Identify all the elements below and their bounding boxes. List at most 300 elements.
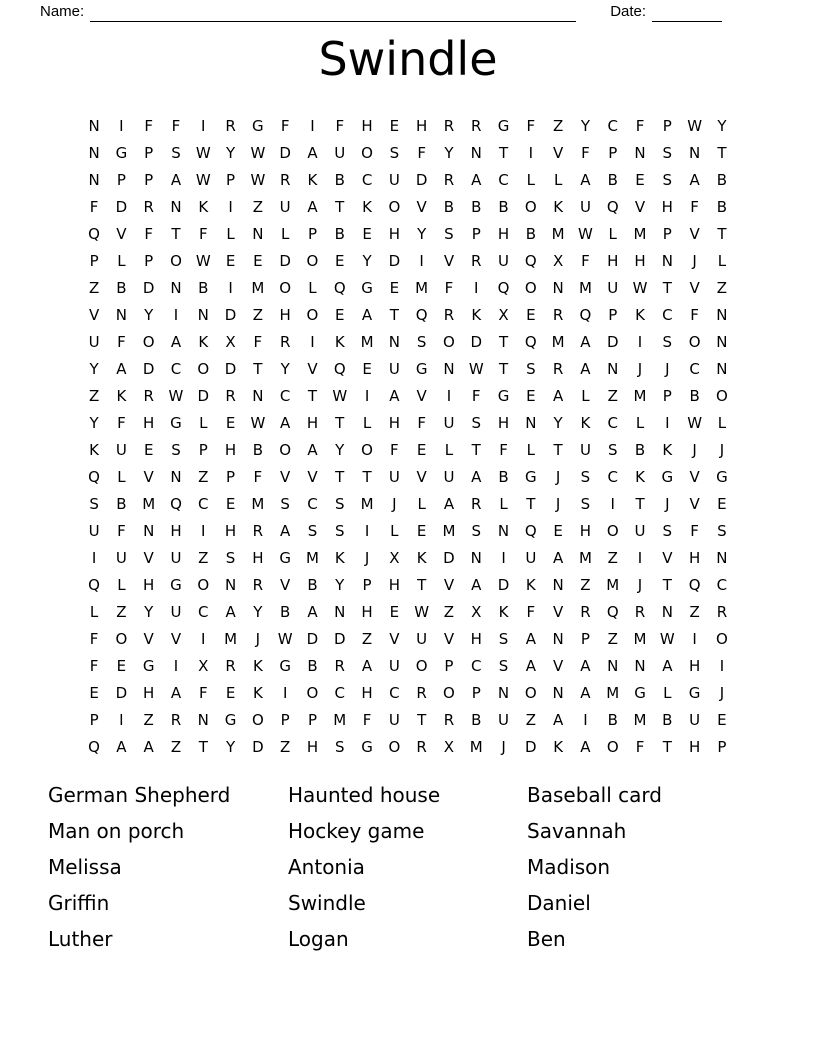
grid-cell: H <box>279 305 291 324</box>
grid-cell: W <box>250 143 266 162</box>
grid-cell: H <box>252 548 264 567</box>
grid-cell: D <box>142 359 155 378</box>
grid-cell: U <box>443 413 455 432</box>
grid-cell: D <box>443 548 455 567</box>
grid-cell: F <box>471 386 481 405</box>
grid-cell: N <box>470 143 482 162</box>
grid-cell: P <box>144 251 154 270</box>
grid-cell: P <box>471 683 481 702</box>
grid-cell: W <box>632 278 648 297</box>
grid-cell: N <box>170 467 182 486</box>
word-list-item: Griffin <box>48 891 110 915</box>
grid-cell: H <box>497 413 510 432</box>
grid-cell: V <box>689 467 700 486</box>
grid-cell: W <box>195 143 211 162</box>
grid-cell: K <box>498 602 509 621</box>
grid-cell: M <box>224 629 238 648</box>
grid-row <box>80 274 735 301</box>
grid-cell: Z <box>88 278 100 297</box>
grid-cell: D <box>224 305 237 324</box>
grid-cell: J <box>719 683 725 702</box>
grid-cell: A <box>553 710 564 729</box>
grid-cell: H <box>388 413 400 432</box>
grid-cell: F <box>444 278 454 297</box>
grid-cell: L <box>526 440 536 459</box>
grid-cell: G <box>252 116 264 135</box>
grid-row <box>80 220 735 247</box>
grid-cell: B <box>116 278 127 297</box>
grid-cell: T <box>335 413 345 432</box>
grid-cell: E <box>389 602 400 621</box>
grid-cell: Q <box>579 305 592 324</box>
grid-cell: V <box>689 224 700 243</box>
grid-cell: V <box>689 278 700 297</box>
grid-cell: B <box>307 575 318 594</box>
grid-cell: H <box>388 575 400 594</box>
grid-cell: R <box>471 251 482 270</box>
grid-cell: Z <box>170 737 182 756</box>
grid-cell: M <box>360 494 374 513</box>
grid-cell: R <box>225 656 236 675</box>
grid-cell: A <box>143 737 154 756</box>
grid-cell: O <box>606 521 619 540</box>
grid-cell: K <box>471 305 482 324</box>
grid-cell: E <box>389 278 400 297</box>
grid-cell: F <box>499 440 508 459</box>
grid-cell: S <box>225 548 236 567</box>
grid-cell: M <box>633 224 647 243</box>
grid-cell: R <box>416 683 427 702</box>
grid-cell: I <box>610 494 615 513</box>
grid-cell: S <box>662 332 673 351</box>
grid-cell: O <box>251 710 264 729</box>
grid-cell: E <box>89 683 99 702</box>
grid-cell: O <box>443 683 455 702</box>
grid-cell: U <box>170 548 182 567</box>
grid-cell: N <box>689 143 701 162</box>
grid-cell: C <box>607 116 618 135</box>
grid-cell: I <box>119 116 124 135</box>
grid-cell: B <box>662 710 673 729</box>
grid-cell: V <box>307 467 318 486</box>
grid-cell: U <box>279 197 291 216</box>
grid-cell: K <box>198 332 209 351</box>
grid-cell: H <box>497 224 510 243</box>
grid-cell: L <box>280 224 290 243</box>
grid-cell: B <box>471 197 482 216</box>
grid-cell: U <box>634 521 646 540</box>
grid-cell: F <box>253 467 263 486</box>
grid-cell: X <box>225 332 236 351</box>
grid-cell: N <box>634 143 646 162</box>
grid-cell: Q <box>606 602 619 621</box>
grid-cell: Y <box>444 143 454 162</box>
word-list-item: Melissa <box>48 855 122 879</box>
grid-cell: O <box>606 737 619 756</box>
grid-cell: N <box>607 656 619 675</box>
grid-cell: W <box>468 359 484 378</box>
grid-cell: K <box>307 170 318 189</box>
grid-cell: E <box>143 440 154 459</box>
grid-cell: A <box>553 548 564 567</box>
grid-cell: N <box>170 278 182 297</box>
grid-cell: H <box>470 629 482 648</box>
grid-cell: I <box>364 521 370 540</box>
grid-cell: I <box>201 629 206 648</box>
grid-cell: E <box>635 170 645 189</box>
grid-cell: C <box>279 386 291 405</box>
grid-cell: W <box>578 224 593 243</box>
grid-cell: F <box>417 413 426 432</box>
grid-cell: B <box>198 278 209 297</box>
grid-cell: E <box>553 521 563 540</box>
grid-cell: K <box>334 332 345 351</box>
grid-cell: F <box>117 332 126 351</box>
grid-row <box>80 355 735 382</box>
grid-cell: A <box>471 170 482 189</box>
grid-cell: E <box>416 521 427 540</box>
grid-cell: N <box>224 575 237 594</box>
grid-cell: S <box>89 494 99 513</box>
grid-cell: J <box>555 494 561 513</box>
grid-cell: F <box>581 143 590 162</box>
grid-cell: Z <box>607 386 618 405</box>
grid-cell: U <box>416 629 428 648</box>
grid-cell: I <box>228 197 233 216</box>
grid-cell: P <box>662 116 672 135</box>
grid-cell: N <box>88 116 100 135</box>
word-list-item: Luther <box>48 927 113 951</box>
grid-cell: U <box>388 467 400 486</box>
grid-cell: P <box>89 251 99 270</box>
grid-cell: U <box>88 521 100 540</box>
grid-cell: D <box>497 575 510 594</box>
grid-cell: D <box>306 629 319 648</box>
grid-cell: M <box>633 386 647 405</box>
grid-cell: S <box>580 494 591 513</box>
word-list-item: Swindle <box>288 891 366 915</box>
grid-cell: K <box>252 683 263 702</box>
grid-cell: W <box>168 386 184 405</box>
grid-cell: R <box>252 521 264 540</box>
grid-cell: Z <box>198 467 209 486</box>
grid-cell: H <box>306 413 319 432</box>
grid-cell: T <box>389 305 399 324</box>
grid-cell: U <box>115 548 127 567</box>
grid-cell: Y <box>225 737 236 756</box>
grid-row <box>80 652 735 679</box>
grid-row <box>80 166 735 193</box>
grid-cell: M <box>333 710 347 729</box>
grid-row <box>80 436 735 463</box>
grid-cell: L <box>89 602 99 621</box>
grid-cell: V <box>143 467 154 486</box>
grid-cell: E <box>225 413 236 432</box>
grid-cell: M <box>469 737 483 756</box>
grid-cell: N <box>252 224 264 243</box>
date-label: Date: <box>610 3 647 20</box>
grid-cell: K <box>553 197 564 216</box>
grid-cell: U <box>443 467 455 486</box>
grid-cell: N <box>716 305 728 324</box>
grid-cell: R <box>443 116 455 135</box>
grid-cell: C <box>307 494 318 513</box>
grid-cell: P <box>307 224 317 243</box>
grid-cell: A <box>116 737 127 756</box>
grid-cell: A <box>280 521 291 540</box>
grid-cell: O <box>170 251 182 270</box>
grid-cell: V <box>443 629 455 648</box>
grid-cell: R <box>334 656 345 675</box>
grid-cell: N <box>607 359 619 378</box>
grid-cell: O <box>197 359 210 378</box>
grid-cell: V <box>416 386 427 405</box>
grid-cell: F <box>690 197 699 216</box>
grid-cell: L <box>117 251 126 270</box>
grid-cell: H <box>388 224 400 243</box>
grid-row <box>80 706 735 733</box>
grid-cell: G <box>142 656 155 675</box>
word-list-item: Baseball card <box>527 783 662 807</box>
grid-cell: N <box>115 305 127 324</box>
grid-row <box>80 328 735 355</box>
grid-cell: Z <box>607 548 618 567</box>
grid-cell: H <box>224 521 237 540</box>
grid-cell: S <box>416 332 427 351</box>
grid-cell: P <box>662 386 672 405</box>
grid-cell: J <box>665 494 670 513</box>
grid-cell: H <box>306 737 319 756</box>
grid-cell: R <box>225 386 236 405</box>
grid-cell: M <box>305 548 319 567</box>
grid-cell: R <box>143 386 154 405</box>
grid-cell: E <box>717 710 727 729</box>
grid-cell: H <box>170 521 182 540</box>
grid-cell: R <box>471 494 482 513</box>
grid-cell: T <box>362 467 372 486</box>
grid-cell: M <box>360 332 374 351</box>
grid-cell: B <box>498 197 509 216</box>
grid-cell: Z <box>607 629 618 648</box>
grid-cell: K <box>662 440 673 459</box>
grid-cell: M <box>551 332 565 351</box>
grid-cell: W <box>687 116 703 135</box>
grid-cell: H <box>688 737 701 756</box>
grid-cell: B <box>689 386 700 405</box>
grid-cell: D <box>197 386 210 405</box>
grid-cell: P <box>580 629 590 648</box>
grid-cell: Q <box>333 359 346 378</box>
grid-cell: U <box>607 278 619 297</box>
grid-cell: C <box>389 683 400 702</box>
grid-cell: G <box>525 467 537 486</box>
grid-cell: D <box>606 332 619 351</box>
grid-cell: B <box>716 197 728 216</box>
grid-cell: J <box>719 440 725 459</box>
grid-cell: A <box>580 656 591 675</box>
grid-cell: C <box>170 359 182 378</box>
grid-cell: U <box>498 251 510 270</box>
grid-cell: A <box>116 359 127 378</box>
grid-cell: M <box>578 278 592 297</box>
grid-cell: W <box>250 413 266 432</box>
grid-cell: A <box>307 602 318 621</box>
grid-cell: F <box>144 224 153 243</box>
grid-cell: H <box>361 116 373 135</box>
grid-cell: N <box>470 548 482 567</box>
grid-row <box>80 193 735 220</box>
grid-cell: V <box>170 629 182 648</box>
grid-cell: K <box>116 386 127 405</box>
name-label: Name: <box>40 3 85 20</box>
grid-cell: L <box>308 278 317 297</box>
grid-cell: T <box>198 737 208 756</box>
grid-cell: E <box>362 224 372 243</box>
grid-cell: Z <box>443 602 455 621</box>
grid-cell: J <box>665 359 670 378</box>
grid-cell: G <box>497 386 510 405</box>
grid-cell: N <box>88 170 100 189</box>
grid-cell: T <box>498 332 509 351</box>
word-list-column <box>48 777 230 957</box>
grid-cell: K <box>553 737 564 756</box>
grid-cell: Q <box>415 305 428 324</box>
grid-cell: F <box>198 683 208 702</box>
grid-cell: R <box>443 710 455 729</box>
grid-cell: Y <box>144 305 154 324</box>
grid-row <box>80 112 735 139</box>
grid-cell: U <box>88 332 100 351</box>
grid-cell: E <box>526 386 536 405</box>
grid-cell: I <box>201 116 206 135</box>
grid-cell: N <box>716 359 728 378</box>
grid-cell: O <box>142 332 155 351</box>
grid-cell: J <box>364 548 370 567</box>
grid-cell: R <box>143 197 154 216</box>
grid-cell: K <box>416 548 427 567</box>
grid-cell: V <box>116 224 127 243</box>
grid-cell: A <box>553 386 564 405</box>
grid-cell: N <box>661 602 673 621</box>
grid-cell: D <box>279 143 291 162</box>
grid-cell: Q <box>170 494 182 513</box>
grid-row <box>80 463 735 490</box>
grid-cell: M <box>606 575 620 594</box>
grid-cell: J <box>255 629 261 648</box>
grid-cell: B <box>607 170 618 189</box>
grid-cell: T <box>471 440 481 459</box>
grid-cell: T <box>662 575 672 594</box>
date-blank-line <box>652 4 722 22</box>
grid-cell: F <box>280 116 290 135</box>
grid-cell: N <box>252 386 264 405</box>
grid-cell: D <box>279 251 291 270</box>
grid-cell: A <box>525 656 536 675</box>
grid-cell: S <box>607 440 618 459</box>
grid-cell: L <box>117 575 126 594</box>
grid-cell: I <box>310 116 315 135</box>
grid-cell: S <box>334 737 345 756</box>
grid-cell: T <box>417 710 427 729</box>
grid-cell: F <box>526 116 536 135</box>
grid-cell: T <box>717 143 727 162</box>
grid-cell: K <box>89 440 99 459</box>
grid-cell: I <box>282 683 288 702</box>
grid-cell: Y <box>417 224 427 243</box>
grid-cell: W <box>659 629 675 648</box>
grid-cell: K <box>252 656 263 675</box>
grid-cell: R <box>170 710 182 729</box>
grid-cell: F <box>89 629 99 648</box>
grid-cell: R <box>225 116 236 135</box>
grid-cell: I <box>583 710 588 729</box>
grid-cell: V <box>307 359 318 378</box>
grid-cell: L <box>117 467 126 486</box>
grid-cell: R <box>580 602 591 621</box>
grid-row <box>80 733 735 760</box>
grid-cell: Z <box>252 305 263 324</box>
grid-cell: N <box>443 359 455 378</box>
grid-cell: G <box>361 278 373 297</box>
grid-cell: Q <box>333 278 346 297</box>
grid-cell: O <box>115 629 128 648</box>
grid-cell: V <box>143 629 154 648</box>
grid-cell: V <box>143 548 154 567</box>
grid-cell: N <box>88 143 100 162</box>
grid-cell: M <box>415 278 429 297</box>
grid-cell: U <box>388 710 400 729</box>
grid-cell: T <box>417 575 427 594</box>
grid-cell: F <box>635 737 645 756</box>
grid-cell: U <box>388 170 400 189</box>
grid-row <box>80 625 735 652</box>
grid-cell: Y <box>362 251 372 270</box>
grid-cell: E <box>225 494 236 513</box>
word-list-item: Daniel <box>527 891 591 915</box>
grid-cell: N <box>334 602 346 621</box>
grid-cell: V <box>389 629 400 648</box>
grid-cell: M <box>251 278 265 297</box>
grid-cell: F <box>690 521 699 540</box>
grid-cell: F <box>89 197 99 216</box>
grid-cell: Y <box>144 602 154 621</box>
grid-cell: L <box>362 413 372 432</box>
grid-cell: U <box>334 143 346 162</box>
grid-cell: V <box>280 467 291 486</box>
grid-cell: O <box>361 143 373 162</box>
grid-cell: A <box>580 359 591 378</box>
grid-cell: I <box>310 332 315 351</box>
grid-cell: F <box>390 440 399 459</box>
grid-cell: E <box>225 683 236 702</box>
grid-cell: B <box>607 710 618 729</box>
grid-cell: D <box>224 359 237 378</box>
grid-cell: P <box>662 224 672 243</box>
grid-cell: V <box>553 656 564 675</box>
grid-cell: P <box>280 710 290 729</box>
grid-cell: F <box>635 116 645 135</box>
grid-cell: X <box>389 548 400 567</box>
grid-cell: Z <box>580 575 591 594</box>
grid-cell: R <box>552 305 564 324</box>
grid-cell: M <box>578 548 592 567</box>
grid-cell: O <box>197 575 210 594</box>
grid-cell: L <box>390 521 399 540</box>
grid-cell: X <box>471 602 482 621</box>
page-title: Swindle <box>318 32 498 86</box>
grid-cell: K <box>525 575 536 594</box>
grid-cell: T <box>171 224 181 243</box>
